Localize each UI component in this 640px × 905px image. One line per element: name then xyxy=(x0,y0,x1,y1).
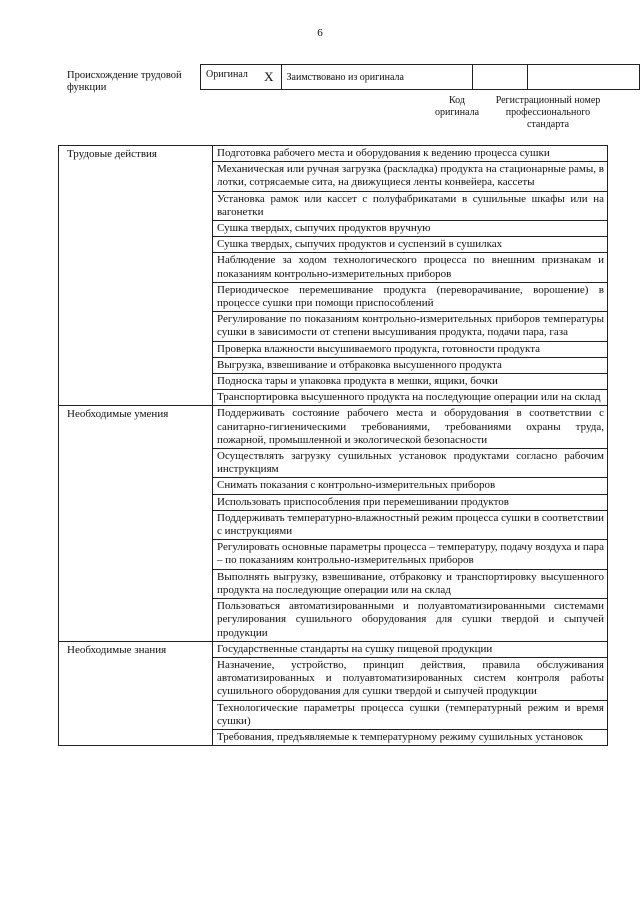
list-item: Транспортировка высушенного продукта на последующие операции или на склад xyxy=(213,389,607,405)
list-item: Осуществлять загрузку сушильных установок продуктами согласно рабочим инструкциям xyxy=(213,448,607,477)
reg-number-caption: Регистрационный номер профессионального стандарта xyxy=(495,95,601,130)
list-item: Пользоваться автоматизированными и полуавтоматизированными системами регулирования сушильного оборудования для сушки твердой и сыпучей продукции xyxy=(213,598,607,641)
list-item: Проверка влажности высушиваемого продукта, готовности продукта xyxy=(213,341,607,357)
origin-table xyxy=(200,64,640,90)
list-item: Сушка твердых, сыпучих продуктов вручную xyxy=(213,220,607,236)
list-item: Сушка твердых, сыпучих продуктов и суспензий в сушилках xyxy=(213,236,607,252)
section-title: Необходимые умения xyxy=(59,406,213,641)
page-number: 6 xyxy=(317,27,323,39)
list-item: Поддерживать температурно-влажностный режим процесса сушки в соответствии с инструкциями xyxy=(213,510,607,539)
code-caption: Код оригинала xyxy=(434,95,480,118)
list-item: Поддерживать состояние рабочего места и оборудования в соответствии с санитарно-гигиеническими требованиями, требованиями охраны труда, пожарной, промышленной и экологической безопасности xyxy=(217,407,604,446)
original-cell xyxy=(201,65,282,90)
list-item: Подноска тары и упаковка продукта в мешки, ящики, бочки xyxy=(213,373,607,389)
list-item: Снимать показания с контрольно-измерительных приборов xyxy=(213,477,607,493)
section-row-knowledge xyxy=(59,641,608,745)
list-item: Использовать приспособления при перемешивании продуктов xyxy=(213,494,607,510)
list-item: Требования, предъявляемые к температурному режиму сушильных установок xyxy=(213,729,607,745)
list-item: Периодическое перемешивание продукта (переворачивание, ворошение) в процессе сушки при помощи приспособлений xyxy=(213,282,607,311)
list-item: Регулирование по показаниям контрольно-измерительных приборов температуры сушки в зависимости от степени высушивания продукта, подачи пара, газа xyxy=(213,311,607,340)
original-label: Оригинал xyxy=(206,69,248,80)
function-table xyxy=(58,145,608,746)
section-row-actions xyxy=(59,146,608,406)
section-items xyxy=(213,406,608,641)
list-item: Государственные стандарты на сушку пищевой продукции xyxy=(217,642,493,655)
list-item: Выгрузка, взвешивание и отбраковка высушенного продукта xyxy=(213,357,607,373)
list-item: Выполнять выгрузку, взвешивание, отбраковку и транспортировку высушенного продукта на последующие операции или на склад xyxy=(213,569,607,598)
origin-label: Происхождение трудовой функции xyxy=(67,70,182,93)
list-item: Наблюдение за ходом технологического процесса по внешним признакам и показаниям контрольно-измерительных приборов xyxy=(213,252,607,281)
code-cell xyxy=(472,65,527,90)
list-item: Установка рамок или кассет с полуфабрикатами в сушильные шкафы или на вагонетки xyxy=(213,191,607,220)
section-row-skills xyxy=(59,406,608,641)
list-item: Регулировать основные параметры процесса – температуру, подачу воздуха и пара – по показаниям контрольно-измерительных приборов xyxy=(213,539,607,568)
section-items xyxy=(213,146,608,406)
list-item: Назначение, устройство, принцип действия, правила обслуживания автоматизированных и полуавтоматизированных систем контроля работы сушильного оборудования для сушки твердой и сыпучей продукции xyxy=(213,657,607,700)
section-title: Необходимые знания xyxy=(59,641,213,745)
list-item: Механическая или ручная загрузка (раскладка) продукта на стационарные рамы, в лотки, сотрясаемые сита, на движущиеся ленты конвейера, кассеты xyxy=(213,161,607,190)
list-item: Подготовка рабочего места и оборудования к ведению процесса сушки xyxy=(217,147,550,159)
section-title: Трудовые действия xyxy=(59,146,213,406)
section-items xyxy=(213,641,608,745)
borrowed-cell: Заимствовано из оригинала xyxy=(281,65,472,90)
reg-number-cell xyxy=(527,65,639,90)
original-mark: X xyxy=(264,69,274,84)
list-item: Технологические параметры процесса сушки (температурный режим и время сушки) xyxy=(213,700,607,729)
